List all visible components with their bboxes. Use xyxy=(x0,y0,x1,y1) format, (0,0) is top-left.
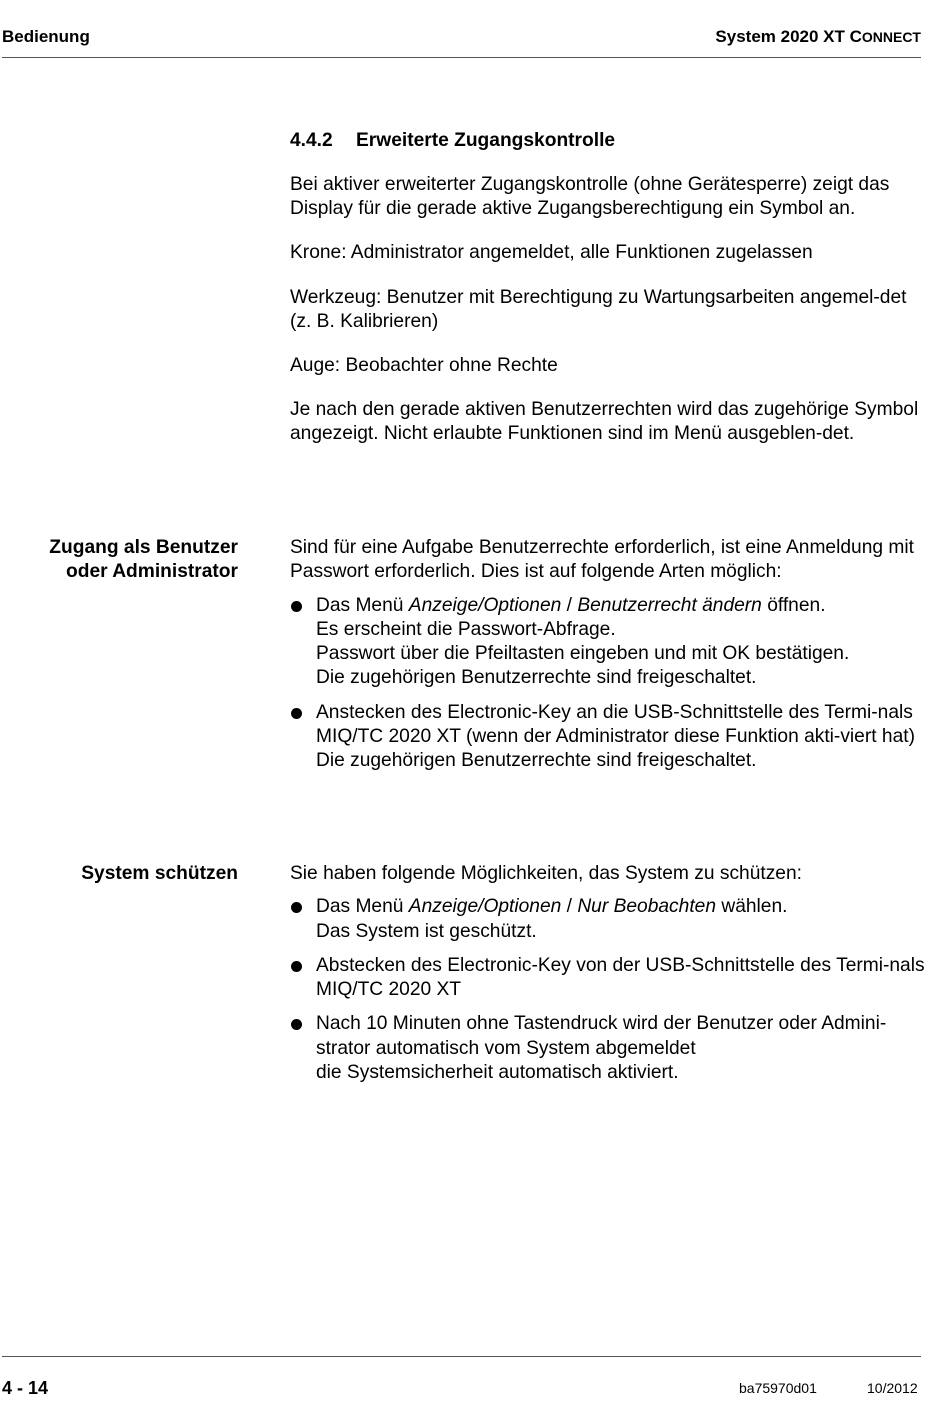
access-body xyxy=(290,536,926,774)
list-item xyxy=(290,594,926,691)
access-intro: Sind für eine Aufgabe Benutzerrechte erforderlich, ist eine Anmeldung mit Passwort erforderlich. Dies ist auf folgende Arten möglich: xyxy=(290,537,914,583)
section-title: Erweiterte Zugangskontrolle xyxy=(356,130,616,151)
protect-bullet1-line1 xyxy=(316,895,926,919)
access-bullet2-text: Anstecken des Electronic-Key an die USB-Schnittstelle des Termi-nals MIQ/TC 2020 XT (wenn der Administrator diese Funktion akti-viert hat) xyxy=(316,701,915,748)
list-item xyxy=(290,1012,926,1085)
paragraph-eye: Auge: Beobachter ohne Rechte xyxy=(290,355,558,376)
list-item xyxy=(290,954,926,1003)
margin-heading-access xyxy=(0,536,238,585)
section-heading xyxy=(290,129,615,153)
access-bullet1-line3: Passwort über die Pfeiltasten eingeben und mit OK bestätigen. xyxy=(316,643,850,665)
header-product-prefix: System 2020 XT C xyxy=(715,27,862,46)
paragraph-tool: Werkzeug: Benutzer mit Berechtigung zu Wartungsarbeiten angemel-det (z. B. Kalibrieren) xyxy=(290,287,907,333)
access-bullet1-line2: Es erscheint die Passwort-Abfrage. xyxy=(316,618,616,640)
protect-bullet-list xyxy=(290,895,926,1085)
text-segment: / xyxy=(561,896,578,918)
paragraph-intro: Bei aktiver erweiterter Zugangskontrolle (ohne Gerätesperre) zeigt das Display für die gerade aktive Zugangsberechtigung ein Symbol an. xyxy=(290,174,890,220)
access-bullet-list xyxy=(290,594,926,774)
paragraph-rights-block xyxy=(290,398,926,447)
protect-bullet3-line2: die Systemsicherheit automatisch aktiviert. xyxy=(316,1062,679,1084)
document-date: 10/2012 xyxy=(867,1380,918,1396)
footer-divider xyxy=(2,1356,921,1357)
menu-item-name: Benutzerrecht ändern xyxy=(577,594,762,616)
paragraph-tool-block xyxy=(290,286,926,335)
text-segment: / xyxy=(561,594,578,616)
section-number: 4.4.2 xyxy=(290,130,333,151)
protect-bullet3-text: Nach 10 Minuten ohne Tastendruck wird der Benutzer oder Admini-strator automatisch vom System abgemeldet xyxy=(316,1013,887,1059)
margin-heading-access-line2: oder Administrator xyxy=(66,561,238,583)
menu-name: Anzeige/Optionen xyxy=(408,896,562,918)
section-body xyxy=(290,173,926,222)
margin-heading-access-line1: Zugang als Benutzer xyxy=(49,537,238,558)
paragraph-crown-block xyxy=(290,241,926,265)
text-segment: öffnen. xyxy=(761,594,826,616)
protect-bullet2-text: Abstecken des Electronic-Key von der USB-Schnittstelle des Termi-nals MIQ/TC 2020 XT xyxy=(316,954,925,1001)
margin-heading-protect: System schützen xyxy=(81,863,238,884)
text-segment: Das Menü xyxy=(316,896,409,918)
protect-body xyxy=(290,862,926,1085)
page-header xyxy=(2,25,921,58)
paragraph-eye-block xyxy=(290,354,926,378)
protect-bullet1-line2: Das System ist geschützt. xyxy=(316,920,537,942)
header-chapter: Bedienung xyxy=(2,27,90,46)
menu-item-name: Nur Beobachten xyxy=(577,896,716,918)
paragraph-rights: Je nach den gerade aktiven Benutzerrechten wird das zugehörige Symbol angezeigt. Nicht erlaubte Funktionen sind im Menü ausgeblen-det. xyxy=(290,399,919,445)
text-segment: Das Menü xyxy=(316,594,409,616)
protect-intro: Sie haben folgende Möglichkeiten, das System zu schützen: xyxy=(290,863,802,884)
access-bullet1-line4: Die zugehörigen Benutzerrechte sind freigeschaltet. xyxy=(316,667,757,689)
paragraph-crown: Krone: Administrator angemeldet, alle Funktionen zugelassen xyxy=(290,242,813,263)
list-item xyxy=(290,895,926,944)
document-id: ba75970d01 xyxy=(739,1380,817,1396)
header-product-smallcaps: ONNECT xyxy=(861,29,921,45)
list-item xyxy=(290,701,926,774)
page-number: 4 - 14 xyxy=(2,1378,49,1398)
access-bullet2-line2: Die zugehörigen Benutzerrechte sind freigeschaltet. xyxy=(316,750,757,772)
header-product xyxy=(715,27,921,47)
access-bullet1-line1 xyxy=(316,594,926,618)
text-segment: wählen. xyxy=(716,896,788,918)
menu-name: Anzeige/Optionen xyxy=(408,594,562,616)
